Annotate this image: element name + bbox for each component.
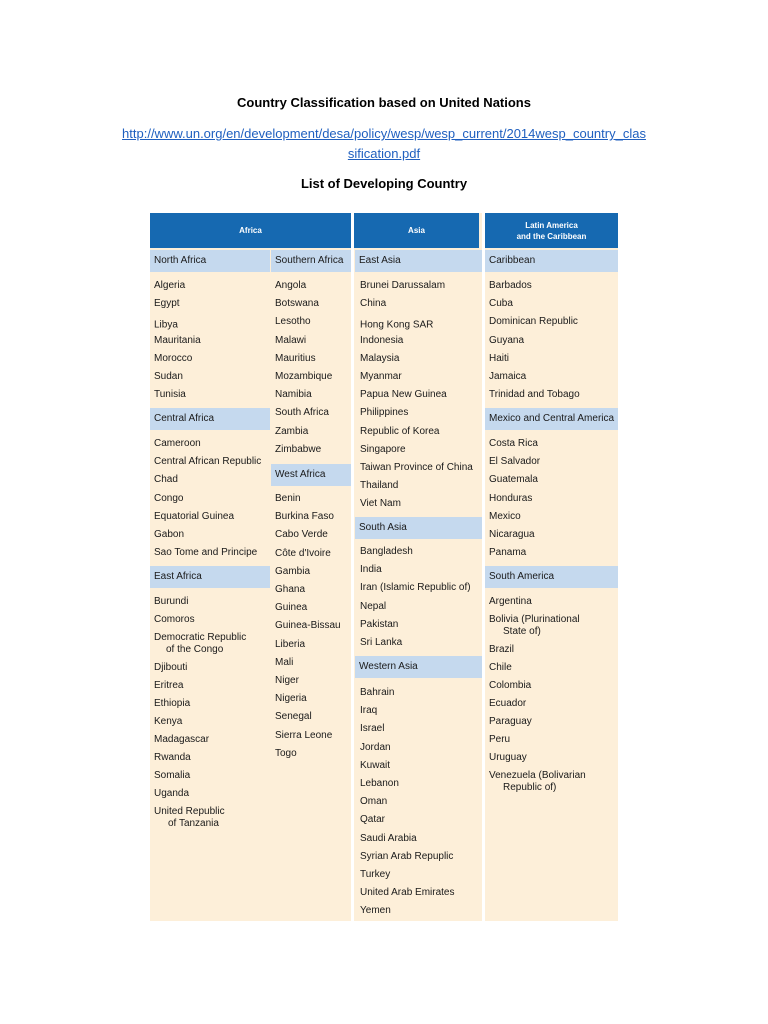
western-asia-item: Saudi Arabia: [360, 833, 417, 844]
country-table: [150, 213, 618, 921]
east-asia-item: Viet Nam: [360, 498, 401, 509]
mexico-central-item: Panama: [489, 547, 527, 558]
south-asia-item: Iran (Islamic Republic of): [360, 582, 471, 593]
document-title: Country Classification based on United Nations: [237, 95, 531, 110]
west-africa-item: Mali: [275, 657, 294, 668]
north-africa-item: Sudan: [154, 371, 183, 382]
west-africa-item: Niger: [275, 675, 299, 686]
west-africa-item: Sierra Leone: [275, 730, 333, 741]
south-america-item: Brazil: [489, 644, 515, 655]
mexico-central-item: Nicaragua: [489, 529, 535, 540]
west-africa-item: Burkina Faso: [275, 511, 334, 522]
central-africa-subheader: Central Africa: [150, 408, 270, 430]
west-africa-item: Guinea-Bissau: [275, 620, 341, 631]
central-africa-item: Sao Tome and Principe: [154, 547, 258, 558]
south-asia-item: India: [360, 564, 382, 575]
south-america-item: Uruguay: [489, 752, 527, 763]
east-africa-item: Eritrea: [154, 680, 184, 691]
western-asia-item: Qatar: [360, 814, 386, 825]
south-america-item: Ecuador: [489, 698, 527, 709]
west-africa-item: Côte d'Ivoire: [275, 548, 331, 559]
source-link[interactable]: [80, 124, 688, 164]
mexico-central-item: Honduras: [489, 493, 533, 504]
central-africa-item: Cameroon: [154, 438, 201, 449]
east-africa-item: Uganda: [154, 788, 190, 799]
southern-africa-item: South Africa: [275, 407, 329, 418]
south-asia-subheader: South Asia: [355, 517, 482, 539]
southern-africa-item: Lesotho: [275, 316, 311, 327]
western-asia-item: Kuwait: [360, 760, 391, 771]
mexico-central-item: Mexico: [489, 511, 521, 522]
central-africa-item: Central African Republic: [154, 456, 262, 467]
west-africa-item: Benin: [275, 493, 301, 504]
east-asia-item: Hong Kong SAR: [360, 319, 434, 331]
source-link-line1[interactable]: http://www.un.org/en/development/desa/policy/wesp/wesp_current/2014wesp_country_clas: [122, 126, 646, 141]
north-africa-item: Libya: [154, 319, 178, 331]
western-asia-item: United Arab Emirates: [360, 887, 455, 898]
east-africa-subheader: East Africa: [150, 566, 270, 588]
south-america-item: Bolivia (Plurinational: [489, 614, 580, 625]
asia-header: Asia: [354, 213, 479, 248]
caribbean-item: Haiti: [489, 353, 510, 364]
southern-africa-item: Malawi: [275, 335, 307, 346]
caribbean-item: Barbados: [489, 280, 532, 291]
west-africa-item: Nigeria: [275, 693, 307, 704]
central-africa-item: Equatorial Guinea: [154, 511, 235, 522]
south-america-item: Argentina: [489, 596, 532, 607]
latam-header: [485, 213, 618, 248]
east-africa-item: Kenya: [154, 716, 183, 727]
western-asia-item: Turkey: [360, 869, 391, 880]
west-africa-subheader: West Africa: [271, 464, 351, 486]
south-asia-item: Sri Lanka: [360, 637, 403, 648]
north-africa-subheader: North Africa: [150, 250, 270, 272]
caribbean-item: Cuba: [489, 298, 513, 309]
latam-header-line1: Latin America: [525, 220, 578, 230]
east-asia-item: Republic of Korea: [360, 426, 440, 437]
caribbean-subheader: Caribbean: [485, 250, 618, 272]
central-africa-item: Chad: [154, 474, 178, 485]
east-asia-item: Myanmar: [360, 371, 402, 382]
east-africa-item: Comoros: [154, 614, 195, 625]
south-america-item: Paraguay: [489, 716, 532, 727]
caribbean-item: Dominican Republic: [489, 316, 578, 327]
central-africa-item: Gabon: [154, 529, 185, 540]
southern-africa-item: Namibia: [275, 389, 312, 400]
west-africa-item: Ghana: [275, 584, 306, 595]
western-asia-item: Yemen: [360, 905, 391, 916]
latam-header-line2: and the Caribbean: [516, 231, 587, 241]
north-africa-item: Egypt: [154, 298, 180, 309]
mexico-central-item: Costa Rica: [489, 438, 538, 449]
east-africa-item: Ethiopia: [154, 698, 191, 709]
southern-africa-item: Mozambique: [275, 371, 333, 382]
east-africa-item: Burundi: [154, 596, 189, 607]
western-asia-subheader: Western Asia: [355, 656, 482, 678]
east-asia-item: Brunei Darussalam: [360, 280, 446, 291]
west-africa-item: Liberia: [275, 639, 306, 650]
south-america-subheader: South America: [485, 566, 618, 588]
east-asia-item: Taiwan Province of China: [360, 462, 473, 473]
west-africa-item: Gambia: [275, 566, 311, 577]
north-africa-item: Algeria: [154, 280, 186, 291]
east-asia-item: Philippines: [360, 407, 409, 418]
list-subtitle: List of Developing Country: [300, 176, 468, 191]
western-asia-item: Oman: [360, 796, 388, 807]
west-africa-item: Guinea: [275, 602, 308, 613]
east-asia-item: China: [360, 298, 387, 309]
south-asia-item: Pakistan: [360, 619, 399, 630]
southern-africa-item: Mauritius: [275, 353, 316, 364]
east-asia-item: Singapore: [360, 444, 406, 455]
south-america-item: Colombia: [489, 680, 532, 691]
central-africa-item: Congo: [154, 493, 184, 504]
southern-africa-subheader: Southern Africa: [271, 250, 351, 272]
north-africa-item: Morocco: [154, 353, 193, 364]
mexico-central-subheader: Mexico and Central America: [485, 408, 618, 430]
south-america-item: Peru: [489, 734, 511, 745]
north-africa-item: Tunisia: [154, 389, 186, 400]
mexico-central-item: Guatemala: [489, 474, 538, 485]
west-africa-item: Cabo Verde: [275, 529, 328, 540]
east-africa-item: of the Congo: [166, 644, 224, 655]
east-africa-item: Madagascar: [154, 734, 210, 745]
caribbean-item: Guyana: [489, 335, 525, 346]
east-africa-item: United Republic: [154, 806, 225, 817]
western-asia-item: Syrian Arab Repuplic: [360, 851, 454, 862]
africa-header: Africa: [150, 213, 351, 248]
caribbean-item: Trinidad and Tobago: [489, 389, 580, 400]
southern-africa-item: Angola: [275, 280, 307, 291]
east-asia-item: Papua New Guinea: [360, 389, 447, 400]
mexico-central-item: El Salvador: [489, 456, 541, 467]
south-asia-item: Bangladesh: [360, 546, 413, 557]
column-divider: [351, 213, 354, 921]
south-asia-item: Nepal: [360, 601, 387, 612]
southern-africa-item: Zimbabwe: [275, 444, 322, 455]
western-asia-item: Lebanon: [360, 778, 399, 789]
western-asia-item: Israel: [360, 723, 385, 734]
western-asia-item: Iraq: [360, 705, 378, 716]
western-asia-item: Jordan: [360, 742, 391, 753]
western-asia-item: Bahrain: [360, 687, 395, 698]
east-africa-item: Democratic Republic: [154, 632, 247, 643]
east-africa-item: Djibouti: [154, 662, 188, 673]
west-africa-item: Senegal: [275, 711, 312, 722]
east-asia-item: Malaysia: [360, 353, 400, 364]
east-asia-subheader: East Asia: [355, 250, 482, 272]
caribbean-item: Jamaica: [489, 371, 527, 382]
east-africa-item: Somalia: [154, 770, 191, 781]
south-america-item: Republic of): [503, 782, 557, 793]
north-africa-item: Mauritania: [154, 335, 201, 346]
source-link-line2[interactable]: sification.pdf: [347, 146, 421, 161]
east-africa-item: of Tanzania: [168, 818, 219, 829]
southern-africa-item: Zambia: [275, 426, 309, 437]
east-asia-item: Indonesia: [360, 335, 404, 346]
south-america-item: Venezuela (Bolivarian: [489, 770, 586, 781]
southern-africa-item: Botswana: [275, 298, 319, 309]
east-asia-item: Thailand: [360, 480, 399, 491]
west-africa-item: Togo: [275, 748, 297, 759]
south-america-item: Chile: [489, 662, 512, 673]
south-america-item: State of): [503, 626, 541, 637]
east-africa-item: Rwanda: [154, 752, 191, 763]
